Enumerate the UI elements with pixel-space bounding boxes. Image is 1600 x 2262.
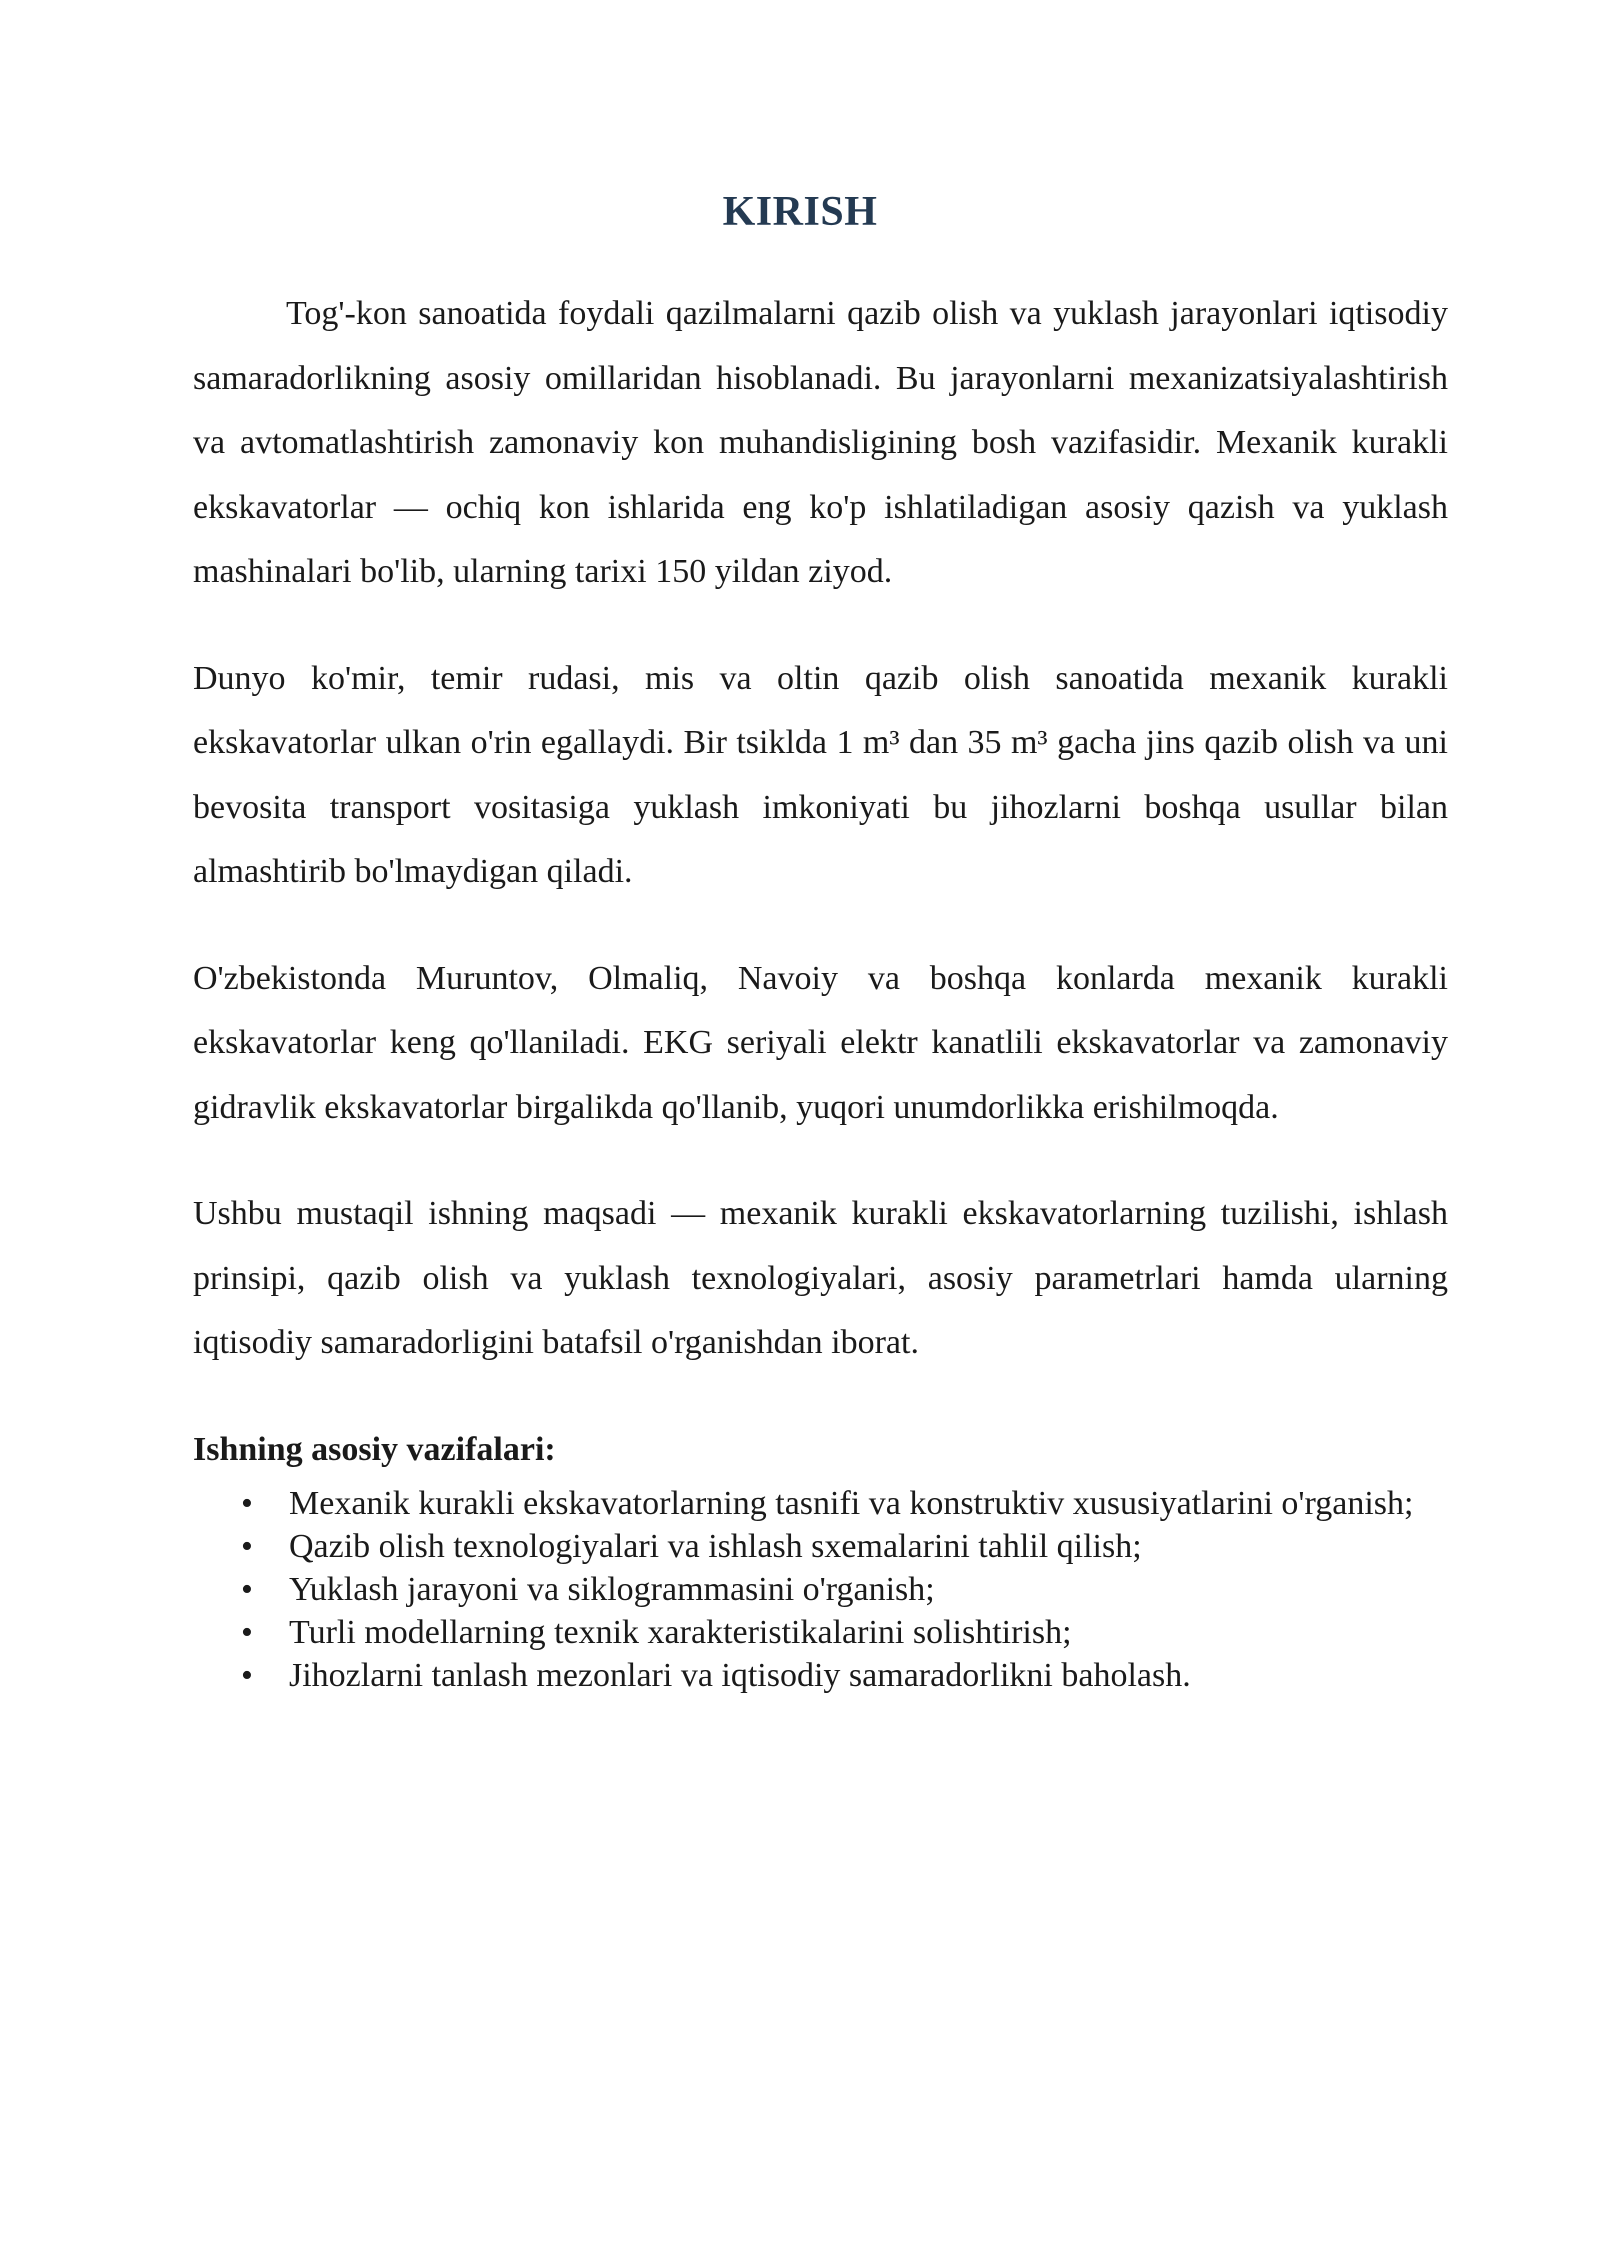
list-item-text: Turli modellarning texnik xarakteristikalarini solishtirish; [289, 1613, 1072, 1651]
list-item [193, 1654, 1448, 1697]
bullet-icon: • [241, 1570, 253, 1608]
list-item [193, 1611, 1448, 1654]
bullet-icon: • [241, 1613, 253, 1651]
list-item-text: Mexanik kurakli ekskavatorlarning tasnifi va konstruktiv xususiyatlarini o'rganish; [289, 1484, 1414, 1522]
document-body [193, 282, 1448, 1697]
paragraph-world-mining: Dunyo ko'mir, temir rudasi, mis va oltin qazib olish sanoatida mexanik kurakli ekskavatorlar ulkan o'rin egallaydi. Bir tsiklda 1 m³ dan 35 m³ gacha jins qazib olish va uni bevosita transport vositasiga yuklash imkoniyati bu jihozlarni boshqa usullar bilan almashtirib bo'lmaydigan qiladi. [193, 659, 1448, 890]
list-item [193, 1525, 1448, 1568]
tasks-heading: Ishning asosiy vazifalari: [193, 1430, 556, 1468]
paragraph-intro: Tog'-kon sanoatida foydali qazilmalarni qazib olish va yuklash jarayonlari iqtisodiy samaradorlikning asosiy omillaridan hisoblanadi. Bu jarayonlarni mexanizatsiyalashtirish va avtomatlashtirish zamonaviy kon muhandisligining bosh vazifasidir. Mexanik kurakli ekskavatorlar — ochiq kon ishlarida eng ko'p ishlatiladigan asosiy qazish va yuklash mashinalari bo'lib, ularning tarixi 150 yildan ziyod. [193, 295, 1448, 590]
list-item-text: Qazib olish texnologiyalari va ishlash sxemalarini tahlil qilish; [289, 1527, 1142, 1565]
paragraph-uzbekistan: O'zbekistonda Muruntov, Olmaliq, Navoiy va boshqa konlarda mexanik kurakli ekskavatorlar keng qo'llaniladi. EKG seriyali elektr kanatlili ekskavatorlar va zamonaviy gidravlik ekskavatorlar birgalikda qo'llanib, yuqori unumdorlikka erishilmoqda. [193, 959, 1448, 1126]
list-item [193, 1482, 1448, 1525]
page-title: KIRISH [722, 189, 878, 235]
tasks-list [193, 1482, 1448, 1697]
bullet-icon: • [241, 1527, 253, 1565]
list-item-text: Jihozlarni tanlash mezonlari va iqtisodiy samaradorlikni baholash. [289, 1656, 1191, 1694]
list-item-text: Yuklash jarayoni va siklogrammasini o'rganish; [289, 1570, 935, 1608]
list-item [193, 1568, 1448, 1611]
bullet-icon: • [241, 1484, 253, 1522]
paragraph-goal: Ushbu mustaqil ishning maqsadi — mexanik kurakli ekskavatorlarning tuzilishi, ishlash prinsipi, qazib olish va yuklash texnologiyalari, asosiy parametrlari hamda ularning iqtisodiy samaradorligini batafsil o'rganishdan iborat. [193, 1195, 1448, 1361]
bullet-icon: • [241, 1656, 253, 1694]
